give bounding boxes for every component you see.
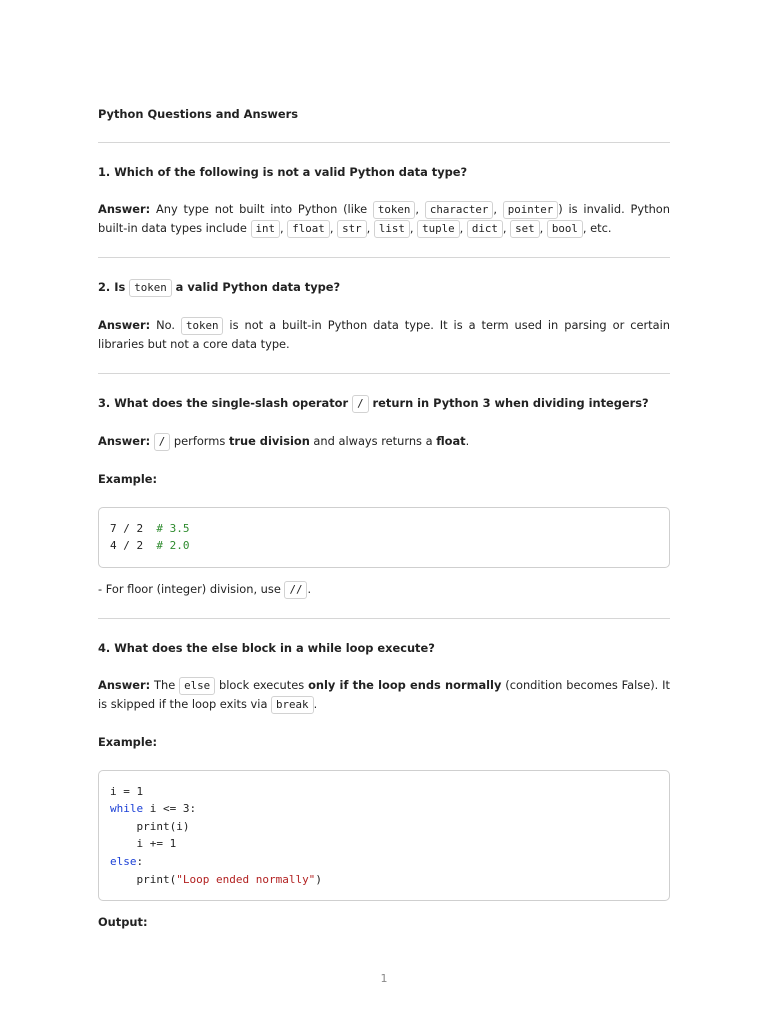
code-line (110, 855, 143, 868)
code-keyword: while (110, 802, 144, 816)
list-separator: , (280, 221, 288, 235)
code-text: : (136, 855, 144, 869)
answer-3-bold: float (436, 433, 466, 448)
question-2-text: 2. Is (98, 280, 130, 294)
inline-code: // (284, 581, 307, 599)
list-separator: , (366, 221, 374, 235)
answer-label: Answer: (98, 677, 151, 692)
code-text: ) (315, 872, 322, 886)
answer-2-text: No. (156, 318, 181, 332)
answer-1-text: , etc. (582, 221, 612, 235)
inline-code: pointer (503, 201, 559, 219)
answer-4-text: (condition becomes False). It is skipped if the loop exits via (98, 677, 670, 711)
code-block-while-else (98, 770, 670, 902)
answer-3 (98, 432, 670, 451)
answer-label: Answer: (98, 433, 151, 448)
code-comment: # 3.5 (156, 521, 190, 535)
answer-1 (98, 200, 670, 238)
code-line (110, 522, 189, 535)
answer-3-text: . (465, 433, 470, 448)
list-separator: , (539, 221, 547, 235)
question-3-text: 3. What does the single-slash operator (98, 395, 353, 410)
answer-4-bold: only if the loop ends normally (308, 677, 502, 692)
code-expression: 7 / 2 (110, 521, 157, 535)
inline-code: bool (547, 220, 583, 238)
list-separator: , (415, 202, 425, 216)
question-1 (98, 163, 670, 181)
code-line (110, 802, 196, 815)
answer-4-text: block executes (215, 677, 309, 692)
inline-code: dict (467, 220, 503, 238)
list-separator: , (502, 221, 511, 235)
inline-code: token (181, 317, 224, 335)
answer-2 (98, 316, 670, 354)
answer-3-text: and always returns a (309, 433, 437, 448)
answer-label: Answer: (98, 318, 151, 332)
inline-code: token (373, 201, 416, 219)
question-2 (98, 278, 670, 297)
list-separator: , (329, 221, 338, 235)
list-separator: , (493, 202, 503, 216)
inline-code: token (129, 279, 172, 297)
inline-code: set (510, 220, 540, 238)
floor-division-note (98, 580, 670, 599)
code-line: i = 1 (110, 784, 144, 798)
list-separator: , (459, 221, 467, 235)
inline-code: / (352, 395, 369, 413)
inline-code: int (251, 220, 281, 238)
list-separator: , (409, 221, 418, 235)
code-keyword: else (110, 855, 137, 869)
answer-4 (98, 676, 670, 714)
question-4-text: 4. What does the else block in a while loop execute? (98, 640, 435, 655)
question-3-text: return in Python 3 when dividing integers? (368, 395, 649, 410)
inline-code: else (179, 677, 215, 695)
question-4 (98, 639, 670, 657)
code-comment: # 2.0 (156, 539, 190, 553)
inline-code: float (287, 220, 330, 238)
code-text: i <= 3: (143, 802, 197, 816)
question-2-text: a valid Python data type? (171, 280, 341, 294)
builtin-types-list (251, 221, 583, 235)
example-label: Example: (98, 734, 158, 749)
answer-label: Answer: (98, 202, 151, 216)
question-1-text: 1. Which of the following is not a valid Python data type? (98, 165, 468, 179)
code-string: "Loop ended normally" (176, 872, 316, 886)
example-label: Example: (98, 471, 158, 486)
answer-2-text: is not a built-in Python data type. It is a term used in parsing or certain libraries but not a core data type. (98, 318, 670, 351)
code-line: i += 1 (110, 837, 177, 851)
inline-code: list (374, 220, 410, 238)
note-text: - For floor (integer) division, use (98, 581, 285, 596)
code-line (110, 873, 322, 886)
code-line: print(i) (110, 819, 190, 833)
question-3 (98, 394, 670, 413)
invalid-types-list (373, 202, 558, 216)
code-text: print( (110, 872, 177, 886)
code-line (110, 539, 189, 552)
inline-code: character (425, 201, 494, 219)
answer-1-text: ) is invalid. Python built-in data types include (98, 202, 670, 235)
inline-code: / (154, 433, 171, 451)
answer-1-text: Any type not built into Python (like (155, 202, 373, 216)
document-page (98, 104, 670, 931)
output-label: Output: (98, 915, 148, 930)
answer-3-text: performs (170, 433, 229, 448)
page-number: 1 (380, 972, 388, 985)
inline-code: break (271, 696, 314, 714)
inline-code: tuple (417, 220, 460, 238)
answer-3-bold: true division (228, 433, 310, 448)
inline-code: str (337, 220, 367, 238)
answer-4-text: The (154, 677, 180, 692)
code-block-division (98, 507, 670, 568)
document-title: Python Questions and Answers (98, 107, 299, 121)
answer-4-text: . (313, 696, 318, 711)
code-expression: 4 / 2 (110, 539, 157, 553)
note-text: . (307, 581, 312, 596)
